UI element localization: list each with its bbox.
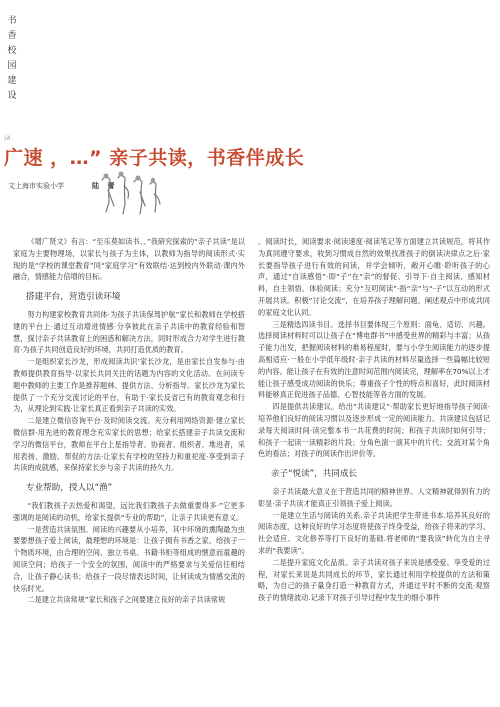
sidebar-char: 园: [7, 61, 17, 71]
body-paragraph: 。阅读时长，阅读要求·阅读速度·阅读笔记等方面建立共读规范，将其作为真同遵守要求，收到习惯成自然的效果找准孩子的倒读决律点之后·家长要指导孩子进行有效的问读，并学会倾听，敞开心睢·聆听孩子的心声，通过“自读感悟”·即“子”在“亲”的督促、引导下·自主阅读、感知材料，自主领悟、体验阅读；充分“互叨阅读”·指“亲”与“·子”以互动的形式开展共读。积极“讨论交流”，在培养孩子理解问题、阐述观点中形成共同的家庭文化认同。: [258, 237, 490, 317]
sidebar-char: 书: [7, 16, 17, 26]
body-paragraph: 亲子共读最大意义在于营造共同的精神世界。人文精神就得到有力的彰显·亲子共读才能真正引领孩子爱上阅读。: [258, 486, 490, 508]
sidebar-char: 香: [7, 31, 17, 41]
body-paragraph: 一是建立生活与阅读的关系.亲子共读把学生带进书本.培养其良好的阅读态度，这种良好的学习态度将使孩子终身受益，给孩子将来的学习、社会适应、文化修养等打下良好的基础.将老师的“要我读”转化为自主寻求的“我要读”。: [258, 510, 490, 555]
sidebar-column-title: [6, 14, 18, 104]
body-paragraph: “我们教孩子去热爱和渴望，远比我们教孩子去做重要得多·”它更多强调的是阅读的动机，给家长提供“专业的帮助”，让亲子共读更有意义。: [13, 500, 245, 522]
body-paragraph: 三是精选四读书目。选择书目要体现三个原则：面龟、适切、兴趣。选择阅读材料时可以让孩子在“博电群书”中感受世界的精彩与丰富；从孩子能力出发，把握阅读材料的难易程度时，要与小学生阅读能力的逐步提高相适应·一般在小学低年级时·亲子共读的材料尽量选择一些篇幅比较短的内容。能让孩子在有效的注意时间范围内阅读完，理解率在70%以上才能让孩子感受成功阅读的快乐；尊重孩子个性的特点和喜好，此时阅读材料能够真正促进孩子品德、心智技能等各方面的发展。: [258, 319, 490, 400]
section-heading: 专业帮助，授人以“渔”: [25, 483, 113, 494]
section-tag: (A: [4, 135, 11, 142]
school-name: 文上海市实验小学: [8, 182, 64, 190]
body-paragraph: 二是建立微信咨询平台·及时阅读交流。充分利用网络资源·建立家长微信群·用先进的教育理念充实家长的思想；给家长搭建亲子共读交流和学习的微信平台，教师在平台上星指导者、协商者、组织者、堆进者，采用表扬、激励、帮促的方法·让家长有学校的坚持力和重祀度·享受到亲子共读的成就感，来保持家长步与亲子共读的持久力。: [13, 416, 245, 473]
right-column: [258, 236, 490, 604]
body-paragraph: 努力构建家校教育共同体·为孩子共读保驾护航”家长和教师在学校搭建的平台上·通过互动增进情感·分享彼此在亲子共读中的教育经验和智慧，探讨亲子共读教育上的困惑和解决方法，同时形成合力对学生进行教育·为孩子共同创造良好的环境，共同打造优质的教育。: [13, 309, 245, 355]
article-title: 广​​速 ，…” 亲子共读，书香伴成长: [4, 147, 305, 169]
sidebar-char: 校: [7, 46, 17, 56]
left-column: [13, 236, 245, 606]
body-paragraph: 四是提供共读建议。给出“共读建议”·帮助家长更好地指导孩子阅读·培养他们良好的阅读习惯以及逐步形成一定的阅读能力。共读建议包括记录每天阅读时间·读完整本书一共花费的时间；和孩子共读时如何引导；和孩子一起读一读精彩的片段；分角色演一演其中的片代；交流对某个角色的看法；对孩子的阅读作出评价等，: [258, 402, 490, 459]
body-paragraph: 一是组织家长沙龙，形成阅读共识’家长沙龙，是由家长自发参与·由教师提供教育指导·以家长共同关注的话题为内容的文化活动。在问读专题中教师的主要工作是推荐题林、提供方法、分析指导。家长沙龙为家长提供了一个充分交流讨论的平台，有助于·家长反省已有的教育观念和行为，从理论到实践·让家长真正看到亲子共读的实效。: [13, 357, 245, 414]
sidebar-char: 建: [7, 76, 17, 86]
section-heading: 搭建平台，营造引读环境: [25, 292, 121, 303]
byline: [8, 181, 118, 191]
body-paragraph: 一是营造共读氛围。阅读的兴趣要从小培养，其中环境的熏陶最为虫要要想孩子爱上阅读，最理想的环境是：让孩子拥有书香之家。给孩子一个物质环境，由合理的空间、独立书桌、书籍书柜等组成的惬意而童趣的阅读空间；给孩子一个安全的氛围，阅读中的严格要求与关爱信任相结合，让孩子静心读书；给孩子一段尽情表达时间，让何读成为情感交流的快乐时光。: [13, 524, 245, 593]
intro-paragraph: 《增广贤文》有言：“至乐莫如读书、、”我研究探索的“亲子共读”是以家庭为主要物理场，以家长与孩子为主体，以教师为指导的阅读形式·实现的是“学校的课堂教育”同“家庭学习”有效联结·达到校内外联动·课内外融合，情感能力倍增的目标。: [13, 237, 245, 282]
body-paragraph: 二是提升家庭文化品质。亲子共读对孩子来说是感受爱、享受爱的过程，对家长来说是共同成长的环节，家长通过利用学校提供的方法和策略，为自己的孩子量身打造一种教育方式，并通过平时不断的交流·观察孩子的情绪波动.记录下对孩子引导过程中发生的细小事件: [258, 557, 490, 603]
sidebar-char: 设: [7, 91, 17, 101]
body-paragraph: 二是建立共读常规”家长和孩子之间要建立良好的亲子共读常规: [27, 595, 226, 605]
section-heading: 亲子“悦读”，共同成长: [270, 469, 358, 480]
ink-figures-illustration: [94, 170, 166, 218]
author-name: 陆 蕾: [92, 182, 118, 190]
